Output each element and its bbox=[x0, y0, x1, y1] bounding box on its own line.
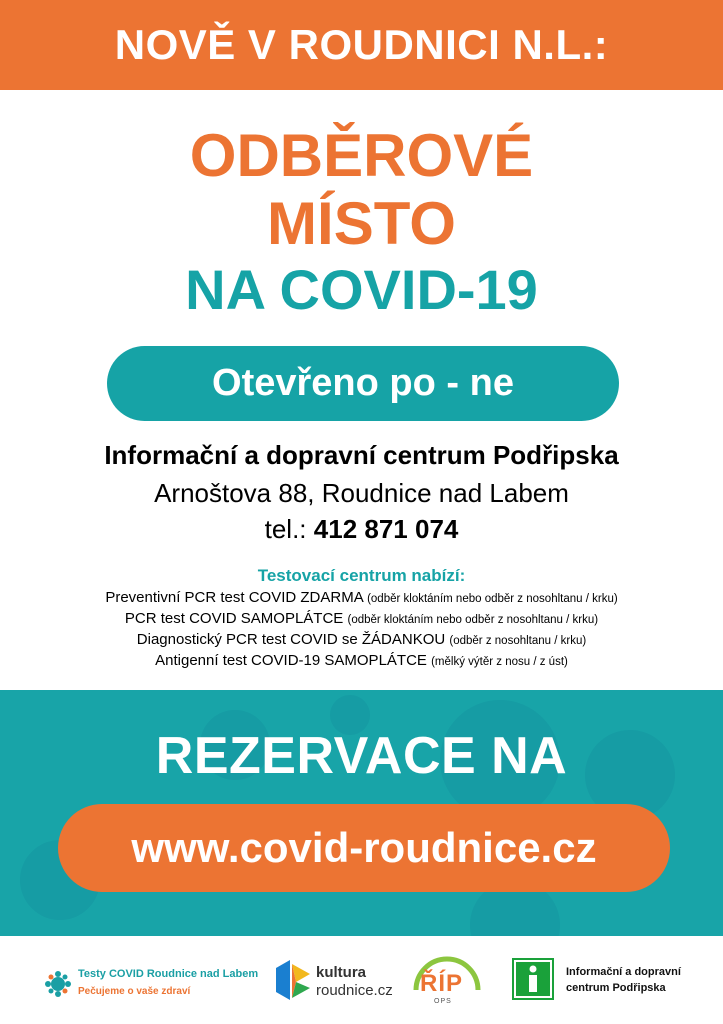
header-band bbox=[0, 0, 723, 90]
logo2-line2: roudnice.cz bbox=[316, 982, 393, 999]
reservation-title: REZERVACE NA bbox=[155, 727, 568, 785]
virus-cross-icon bbox=[44, 970, 72, 998]
opening-hours-label: Otevřeno po - ne bbox=[212, 362, 514, 404]
contact-address: Arnoštova 88, Roudnice nad Labem bbox=[154, 478, 569, 508]
offer-note: (odběr kloktáním nebo odběr z nosohltanu / krku) bbox=[347, 614, 599, 626]
kultura-k-icon bbox=[276, 960, 310, 1000]
offer-note: (mělký výtěr z nosu / z úst) bbox=[431, 656, 568, 668]
logo1-tagline: Pečujeme o vaše zdraví bbox=[78, 986, 191, 997]
logo-testy-covid bbox=[44, 964, 264, 1000]
header-title: NOVĚ V ROUDNICI N.L.: bbox=[114, 21, 609, 68]
logo1-name: Testy COVID Roudnice nad Labem bbox=[78, 968, 259, 980]
phone-number[interactable]: 412 871 074 bbox=[313, 514, 459, 544]
reservation-url-pill[interactable] bbox=[58, 804, 670, 892]
logo3-sub: OPS bbox=[434, 998, 452, 1005]
contact-name: Informační a dopravní centrum Podřipska bbox=[104, 440, 619, 470]
footer-logos bbox=[0, 936, 723, 1024]
logo-kultura-roudnice bbox=[276, 958, 406, 1004]
offer-main: Preventivní PCR test COVID ZDARMA bbox=[105, 589, 363, 606]
contact-phone bbox=[0, 514, 723, 545]
reservation-url-link[interactable]: www.covid-roudnice.cz bbox=[131, 824, 597, 871]
offers-title: Testovací centrum nabízí: bbox=[257, 566, 466, 585]
opening-hours-pill bbox=[107, 346, 619, 421]
logo4-line1: Informační a dopravní bbox=[566, 966, 681, 978]
offer-item bbox=[0, 631, 723, 650]
offer-note: (odběr z nosohltanu / krku) bbox=[449, 635, 587, 647]
offer-main: Antigenní test COVID-19 SAMOPLÁTCE bbox=[155, 652, 427, 669]
offer-note: (odběr kloktáním nebo odběr z nosohltanu / krku) bbox=[367, 593, 618, 605]
hero-title-line2: MÍSTO bbox=[267, 190, 456, 257]
offer-item bbox=[0, 610, 723, 629]
logo4-line2: centrum Podřipska bbox=[566, 982, 666, 994]
offer-main: Diagnostický PCR test COVID se ŽÁDANKOU bbox=[136, 631, 446, 648]
logo2-line1: kultura bbox=[316, 964, 367, 981]
logo-info-centrum bbox=[512, 958, 712, 1002]
offer-item bbox=[0, 652, 723, 671]
info-i-icon bbox=[512, 958, 554, 1000]
phone-label: tel.: bbox=[264, 514, 307, 544]
offer-main: PCR test COVID SAMOPLÁTCE bbox=[124, 610, 344, 627]
offer-item bbox=[0, 589, 723, 608]
hero-title-line1: ODBĚROVÉ bbox=[189, 122, 534, 189]
hero-title-line3: NA COVID-19 bbox=[185, 258, 538, 321]
logo-rip-ops bbox=[410, 956, 484, 1012]
logo3-text: ŘÍP bbox=[420, 970, 464, 997]
